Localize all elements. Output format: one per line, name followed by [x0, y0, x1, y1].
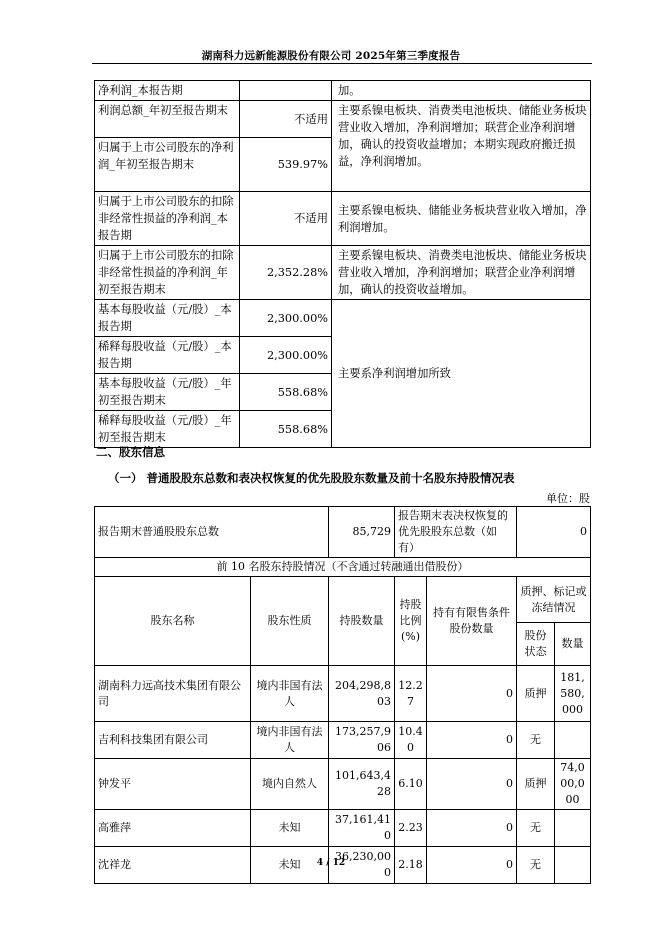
pledge-qty: 181,580,000	[555, 666, 591, 722]
change-reason: 主要系净利润增加所致	[332, 300, 591, 448]
holder-nature: 境内自然人	[251, 759, 329, 810]
holder-shares: 36,230,000	[329, 847, 395, 884]
col-header-name: 股东名称	[95, 577, 251, 666]
pledge-qty: 74,000,000	[555, 759, 591, 810]
pledge-status: 无	[517, 847, 555, 884]
change-pct	[240, 81, 332, 101]
col-header-ratio: 持股比例(%)	[395, 577, 427, 666]
holder-restricted: 0	[427, 666, 517, 722]
holder-ratio: 12.27	[395, 666, 427, 722]
table-row	[95, 300, 591, 337]
holder-nature: 未知	[251, 847, 329, 884]
total-holders-value: 85,729	[329, 507, 395, 558]
holder-restricted: 0	[427, 847, 517, 884]
section-title: 二、股东信息	[96, 445, 165, 459]
holder-name: 沈祥龙	[95, 847, 251, 884]
change-reason: 主要系镍电板块、消费类电池板块、储能业务板块营业收入增加，净利润增加；联营企业净利润增加，确认的投资收益增加。	[332, 246, 591, 300]
table-row	[95, 246, 591, 300]
pledge-status: 无	[517, 722, 555, 759]
preferred-holders-label: 报告期末表决权恢复的优先股股东总数（如有）	[395, 507, 517, 558]
holder-nature: 境内非国有法人	[251, 722, 329, 759]
table-row	[95, 722, 591, 759]
col-header-restricted: 持有有限售条件股份数量	[427, 577, 517, 666]
col-header-nature: 股东性质	[251, 577, 329, 666]
table-row	[95, 101, 591, 138]
holder-nature: 未知	[251, 810, 329, 847]
change-pct: 558.68%	[240, 411, 332, 448]
pledge-qty	[555, 810, 591, 847]
col-header-qty: 数量	[555, 623, 591, 666]
col-header-shares: 持股数量	[329, 577, 395, 666]
col-header-pledge: 质押、标记或冻结情况	[517, 577, 591, 623]
item-name: 归属于上市公司股东的扣除非经常性损益的净利润_年初至报告期末	[95, 246, 240, 300]
change-reason: 加。	[332, 81, 591, 101]
item-name: 稀释每股收益（元/股）_年初至报告期末	[95, 411, 240, 448]
change-pct: 2,300.00%	[240, 300, 332, 337]
table-row	[95, 192, 591, 246]
table-row	[95, 666, 591, 722]
pledge-status: 无	[517, 810, 555, 847]
change-pct: 558.68%	[240, 374, 332, 411]
pledge-status: 质押	[517, 666, 555, 722]
header-rule	[92, 63, 592, 64]
header-row	[95, 577, 591, 623]
page-number: 4 / 12	[316, 858, 346, 868]
holder-ratio: 2.18	[395, 847, 427, 884]
holder-restricted: 0	[427, 759, 517, 810]
shareholders-table	[94, 506, 591, 884]
change-pct: 2,352.28%	[240, 246, 332, 300]
table-row	[95, 81, 591, 101]
change-reason: 主要系镍电板块、消费类电池板块、储能业务板块营业收入增加，净利润增加；联营企业净利润增加，确认的投资收益增加；本期实现政府搬迁损益，净利润增加。	[332, 101, 591, 192]
holder-ratio: 6.10	[395, 759, 427, 810]
item-name: 基本每股收益（元/股）_本报告期	[95, 300, 240, 337]
holder-restricted: 0	[427, 810, 517, 847]
unit-label: 单位：股	[546, 492, 590, 505]
change-pct: 不适用	[240, 192, 332, 246]
holder-name: 高雅萍	[95, 810, 251, 847]
page-header: 湖南科力远新能源股份有限公司 2025年第三季度报告	[201, 50, 461, 62]
top10-caption: 前 10 名股东持股情况（不含通过转融通出借股份）	[95, 558, 591, 577]
holder-shares: 101,643,428	[329, 759, 395, 810]
preferred-holders-value: 0	[517, 507, 591, 558]
item-name: 利润总额_年初至报告期末	[95, 101, 240, 138]
holder-shares: 37,161,410	[329, 810, 395, 847]
change-reasons-table	[94, 80, 591, 448]
holder-name: 湖南科力远高技术集团有限公司	[95, 666, 251, 722]
pledge-qty	[555, 722, 591, 759]
holder-ratio: 2.23	[395, 810, 427, 847]
holder-ratio: 10.40	[395, 722, 427, 759]
change-pct: 539.97%	[240, 138, 332, 192]
col-header-status: 股份状态	[517, 623, 555, 666]
change-pct: 2,300.00%	[240, 337, 332, 374]
item-name: 归属于上市公司股东的扣除非经常性损益的净利润_本报告期	[95, 192, 240, 246]
total-holders-label: 报告期末普通股股东总数	[95, 507, 329, 558]
holder-name: 吉利科技集团有限公司	[95, 722, 251, 759]
item-name: 净利润_本报告期	[95, 81, 240, 101]
pledge-status: 质押	[517, 759, 555, 810]
holder-shares: 173,257,906	[329, 722, 395, 759]
holder-name: 钟发平	[95, 759, 251, 810]
change-reason: 主要系镍电板块、储能业务板块营业收入增加，净利润增加。	[332, 192, 591, 246]
holder-shares: 204,298,803	[329, 666, 395, 722]
item-name: 归属于上市公司股东的净利润_年初至报告期末	[95, 138, 240, 192]
holder-nature: 境内非国有法人	[251, 666, 329, 722]
table-row	[95, 507, 591, 558]
table-row	[95, 759, 591, 810]
item-name: 基本每股收益（元/股）_年初至报告期末	[95, 374, 240, 411]
section-subtitle: （一） 普通股股东总数和表决权恢复的优先股股东数量及前十名股东持股情况表	[108, 471, 515, 485]
table-row	[95, 810, 591, 847]
table-row	[95, 558, 591, 577]
holder-restricted: 0	[427, 722, 517, 759]
item-name: 稀释每股收益（元/股）_本报告期	[95, 337, 240, 374]
change-pct: 不适用	[240, 101, 332, 138]
